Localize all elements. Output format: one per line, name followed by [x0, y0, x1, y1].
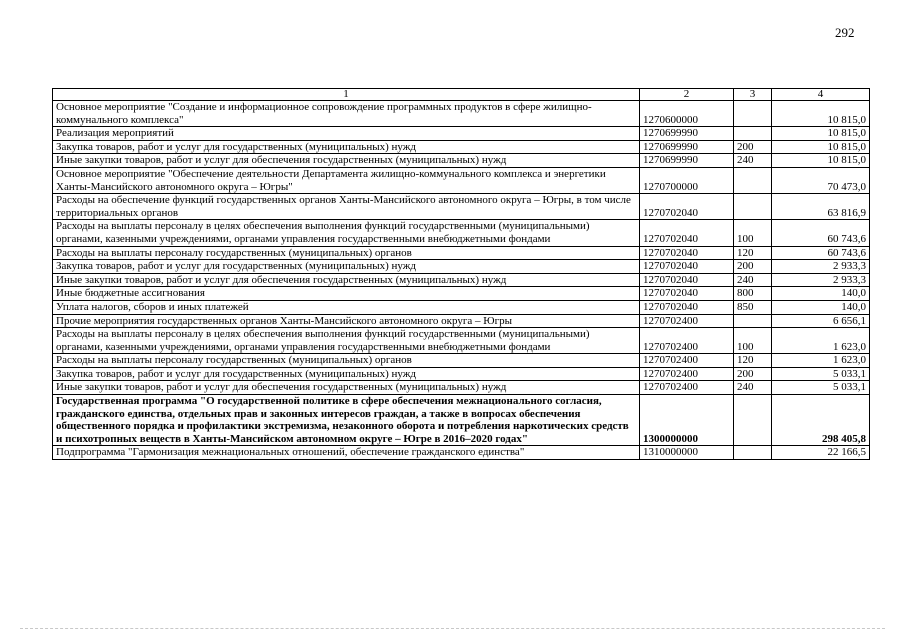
- row-expense-type-cell: [734, 446, 772, 460]
- row-code-cell: 1270702040: [640, 194, 734, 220]
- row-expense-type-cell: [734, 127, 772, 141]
- table-row: [53, 194, 870, 220]
- budget-table: [52, 88, 870, 460]
- row-expense-type-cell: [734, 101, 772, 127]
- table-row: [53, 127, 870, 141]
- table-row: [53, 381, 870, 395]
- row-code-cell: 1270699990: [640, 140, 734, 154]
- row-name-cell: Расходы на выплаты персоналу государственных (муниципальных) органов: [53, 246, 640, 260]
- table-row: [53, 328, 870, 354]
- row-name-cell: Основное мероприятие "Создание и информационное сопровождение программных продуктов в сфере жилищно-коммунального комплекса": [53, 101, 640, 127]
- column-header-expense-type: 3: [734, 89, 772, 101]
- row-name-cell: Государственная программа "О государственной политике в сфере обеспечения межнационального согласия, гражданского единства, отдельных прав и законных интересов граждан, а также в вопросах обеспечения общественного порядка и профилактики экстремизма, незаконного оборота и потребления наркотических средств и психотропных веществ в Ханты-Мансийском автономном округе – Югре в 2016–2020 годах": [53, 395, 640, 446]
- row-amount-cell: 5 033,1: [772, 367, 870, 381]
- row-name-cell: Иные закупки товаров, работ и услуг для обеспечения государственных (муниципальных) нужд: [53, 273, 640, 287]
- row-amount-cell: 1 623,0: [772, 354, 870, 368]
- row-name-cell: Иные закупки товаров, работ и услуг для обеспечения государственных (муниципальных) нужд: [53, 381, 640, 395]
- row-amount-cell: 60 743,6: [772, 220, 870, 246]
- row-code-cell: 1310000000: [640, 446, 734, 460]
- row-amount-cell: 10 815,0: [772, 140, 870, 154]
- row-code-cell: 1270702040: [640, 260, 734, 274]
- row-amount-cell: 63 816,9: [772, 194, 870, 220]
- row-amount-cell: 2 933,3: [772, 273, 870, 287]
- row-expense-type-cell: [734, 167, 772, 193]
- row-code-cell: 1270702400: [640, 367, 734, 381]
- row-amount-cell: 140,0: [772, 287, 870, 301]
- table-row: [53, 101, 870, 127]
- row-amount-cell: 2 933,3: [772, 260, 870, 274]
- table-row: [53, 246, 870, 260]
- row-name-cell: Закупка товаров, работ и услуг для государственных (муниципальных) нужд: [53, 367, 640, 381]
- row-expense-type-cell: 100: [734, 220, 772, 246]
- row-amount-cell: 10 815,0: [772, 127, 870, 141]
- row-code-cell: 1270702400: [640, 354, 734, 368]
- column-header-code: 2: [640, 89, 734, 101]
- table-header-row: [53, 89, 870, 101]
- row-expense-type-cell: [734, 314, 772, 328]
- row-expense-type-cell: 200: [734, 367, 772, 381]
- row-name-cell: Расходы на выплаты персоналу в целях обеспечения выполнения функций государственными (муниципальными) органами, казенными учреждениями, органами управления государственными внебюджетными фондами: [53, 220, 640, 246]
- column-header-name: 1: [53, 89, 640, 101]
- row-expense-type-cell: [734, 395, 772, 446]
- row-name-cell: Прочие мероприятия государственных органов Ханты-Мансийского автономного округа – Югры: [53, 314, 640, 328]
- row-expense-type-cell: 850: [734, 300, 772, 314]
- table-row: [53, 167, 870, 193]
- row-expense-type-cell: 120: [734, 354, 772, 368]
- row-expense-type-cell: [734, 194, 772, 220]
- row-code-cell: 1270702040: [640, 300, 734, 314]
- row-code-cell: 1270699990: [640, 127, 734, 141]
- row-amount-cell: 10 815,0: [772, 101, 870, 127]
- scan-artifact-line: [20, 628, 885, 629]
- row-name-cell: Расходы на выплаты персоналу в целях обеспечения выполнения функций государственными (муниципальными) органами, казенными учреждениями, органами управления государственными внебюджетными фондами: [53, 328, 640, 354]
- row-expense-type-cell: 800: [734, 287, 772, 301]
- row-code-cell: 1270702040: [640, 273, 734, 287]
- row-code-cell: 1270702040: [640, 220, 734, 246]
- table-row: [53, 314, 870, 328]
- row-amount-cell: 298 405,8: [772, 395, 870, 446]
- table-row: [53, 273, 870, 287]
- row-name-cell: Основное мероприятие "Обеспечение деятельности Департамента жилищно-коммунального комплекса и энергетики Ханты-Мансийского автономного округа – Югры": [53, 167, 640, 193]
- row-amount-cell: 10 815,0: [772, 154, 870, 168]
- table-row: [53, 220, 870, 246]
- row-name-cell: Иные бюджетные ассигнования: [53, 287, 640, 301]
- row-expense-type-cell: 240: [734, 273, 772, 287]
- row-amount-cell: 22 166,5: [772, 446, 870, 460]
- row-code-cell: 1270702400: [640, 381, 734, 395]
- row-code-cell: 1270700000: [640, 167, 734, 193]
- table-row: [53, 300, 870, 314]
- row-code-cell: 1270600000: [640, 101, 734, 127]
- row-amount-cell: 140,0: [772, 300, 870, 314]
- table-row: [53, 395, 870, 446]
- row-expense-type-cell: 240: [734, 381, 772, 395]
- row-name-cell: Расходы на обеспечение функций государственных органов Ханты-Мансийского автономного округа – Югры, в том числе территориальных органов: [53, 194, 640, 220]
- table-row: [53, 354, 870, 368]
- row-code-cell: 1270702040: [640, 246, 734, 260]
- page-number: 292: [835, 25, 855, 40]
- row-expense-type-cell: 240: [734, 154, 772, 168]
- table-row: [53, 446, 870, 460]
- row-expense-type-cell: 100: [734, 328, 772, 354]
- table-row: [53, 140, 870, 154]
- row-name-cell: Уплата налогов, сборов и иных платежей: [53, 300, 640, 314]
- row-name-cell: Закупка товаров, работ и услуг для государственных (муниципальных) нужд: [53, 140, 640, 154]
- row-amount-cell: 6 656,1: [772, 314, 870, 328]
- row-code-cell: 1270699990: [640, 154, 734, 168]
- column-header-amount: 4: [772, 89, 870, 101]
- row-name-cell: Иные закупки товаров, работ и услуг для обеспечения государственных (муниципальных) нужд: [53, 154, 640, 168]
- table-row: [53, 260, 870, 274]
- row-code-cell: 1270702400: [640, 328, 734, 354]
- row-expense-type-cell: 200: [734, 140, 772, 154]
- row-name-cell: Расходы на выплаты персоналу государственных (муниципальных) органов: [53, 354, 640, 368]
- table-body: [53, 101, 870, 460]
- row-amount-cell: 60 743,6: [772, 246, 870, 260]
- row-name-cell: Реализация мероприятий: [53, 127, 640, 141]
- table-row: [53, 367, 870, 381]
- row-code-cell: 1270702400: [640, 314, 734, 328]
- row-code-cell: 1300000000: [640, 395, 734, 446]
- row-code-cell: 1270702040: [640, 287, 734, 301]
- row-amount-cell: 70 473,0: [772, 167, 870, 193]
- row-amount-cell: 1 623,0: [772, 328, 870, 354]
- row-expense-type-cell: 120: [734, 246, 772, 260]
- table-row: [53, 154, 870, 168]
- row-amount-cell: 5 033,1: [772, 381, 870, 395]
- row-name-cell: Закупка товаров, работ и услуг для государственных (муниципальных) нужд: [53, 260, 640, 274]
- table-row: [53, 287, 870, 301]
- row-name-cell: Подпрограмма "Гармонизация межнациональных отношений, обеспечение гражданского единства": [53, 446, 640, 460]
- row-expense-type-cell: 200: [734, 260, 772, 274]
